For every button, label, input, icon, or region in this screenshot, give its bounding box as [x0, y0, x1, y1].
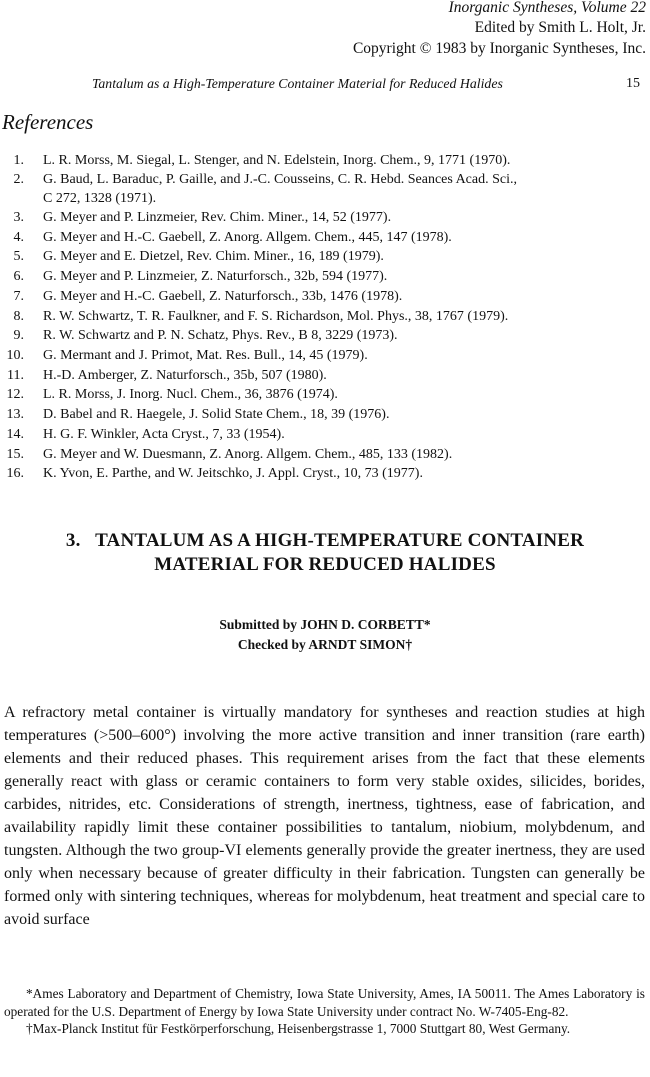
reference-number: 8. [13, 309, 24, 324]
series-title: Inorganic Syntheses, Volume 22 [448, 0, 646, 16]
reference-number: 2. [13, 172, 24, 187]
reference-number: 13. [6, 407, 24, 422]
reference-text: R. W. Schwartz, T. R. Faulkner, and F. S. Richardson, Mol. Phys., 38, 1767 (1979). [43, 309, 509, 324]
reference-number: 9. [13, 328, 24, 343]
reference-text: G. Meyer and E. Dietzel, Rev. Chim. Miner., 16, 189 (1979). [43, 249, 384, 264]
running-title: Tantalum as a High-Temperature Container Material for Reduced Halides [92, 76, 503, 91]
reference-text: G. Meyer and H.-C. Gaebell, Z. Anorg. Allgem. Chem., 445, 147 (1978). [43, 230, 452, 245]
reference-text: K. Yvon, E. Parthe, and W. Jeitschko, J. Appl. Cryst., 10, 73 (1977). [43, 466, 423, 481]
reference-text: G. Baud, L. Baraduc, P. Gaille, and J.-C. Cousseins, C. R. Hebd. Seances Acad. Sci., [43, 172, 517, 187]
section-title-line-1: 3. TANTALUM AS A HIGH-TEMPERATURE CONTAINER [65, 530, 585, 551]
reference-number: 16. [6, 466, 24, 481]
reference-number: 7. [13, 289, 24, 304]
section-title-line-2: MATERIAL FOR REDUCED HALIDES [154, 554, 496, 575]
body-paragraph: A refractory metal container is virtually mandatory for syntheses and reaction studies at high temperatures (>500–600°) involving the more active transition and inner transition (rare earth) elements and their reduced phases. This requirement arises from the fact that these elements generally react with glass or ceramic containers to form very stable oxides, silicides, borides, carbides, nitrides, etc. Considerations of strength, inertness, tightness, ease of fabrication, and availability rapidly limit these container possibilities to tantalum, niobium, molybdenum, and tungsten. Although the two group-VI elements generally provide the greater inertness, they are used only when necessary because of greater difficulty in their fabrication. Tungsten can generally be formed only with sintering techniques, whereas for molybdenum, heat treatment and special care to avoid surface [4, 704, 645, 928]
reference-text: G. Mermant and J. Primot, Mat. Res. Bull., 14, 45 (1979). [43, 348, 368, 363]
reference-number: 6. [13, 269, 24, 284]
reference-number: 4. [13, 230, 24, 245]
reference-number: 5. [13, 249, 24, 264]
reference-number: 12. [6, 387, 24, 402]
reference-number: 14. [6, 427, 24, 442]
reference-number: 10. [6, 348, 24, 363]
footnote-author-affiliation: *Ames Laboratory and Department of Chemistry, Iowa State University, Ames, IA 50011. The Ames Laboratory is operated for the U.S. Department of Energy by Iowa State University under contract No. W-7405-Eng-82. [4, 986, 645, 1019]
reference-number: 3. [13, 210, 24, 225]
reference-text: H.-D. Amberger, Z. Naturforsch., 35b, 507 (1980). [43, 368, 327, 383]
copyright-line: Copyright © 1983 by Inorganic Syntheses, Inc. [352, 40, 646, 57]
submitted-by: Submitted by JOHN D. CORBETT* [219, 617, 431, 632]
reference-text: L. R. Morss, M. Siegal, L. Stenger, and N. Edelstein, Inorg. Chem., 9, 1771 (1970). [43, 153, 511, 168]
reference-text-continued: C 272, 1328 (1971). [43, 191, 157, 206]
reference-text: H. G. F. Winkler, Acta Cryst., 7, 33 (1954). [43, 427, 285, 442]
reference-text: L. R. Morss, J. Inorg. Nucl. Chem., 36, 3876 (1974). [43, 387, 338, 402]
reference-text: R. W. Schwartz and P. N. Schatz, Phys. Rev., B 8, 3229 (1973). [43, 328, 398, 343]
reference-text: G. Meyer and P. Linzmeier, Rev. Chim. Miner., 14, 52 (1977). [43, 210, 392, 225]
page-number: 15 [626, 76, 640, 91]
editor-line: Edited by Smith L. Holt, Jr. [474, 19, 646, 36]
reference-text: G. Meyer and W. Duesmann, Z. Anorg. Allgem. Chem., 485, 133 (1982). [43, 447, 453, 462]
references-heading: References [2, 110, 94, 134]
reference-text: D. Babel and R. Haegele, J. Solid State Chem., 18, 39 (1976). [43, 407, 390, 422]
checked-by: Checked by ARNDT SIMON† [237, 637, 413, 652]
footnote-checker-affiliation: †Max-Planck Institut für Festkörperforschung, Heisenbergstrasse 1, 7000 Stuttgart 80, West Germany. [26, 1021, 571, 1036]
reference-number: 15. [6, 447, 24, 462]
reference-number: 11. [7, 368, 24, 383]
reference-text: G. Meyer and H.-C. Gaebell, Z. Naturforsch., 33b, 1476 (1978). [43, 289, 403, 304]
reference-number: 1. [13, 153, 24, 168]
reference-text: G. Meyer and P. Linzmeier, Z. Naturforsch., 32b, 594 (1977). [43, 269, 388, 284]
footnotes [4, 985, 645, 1038]
